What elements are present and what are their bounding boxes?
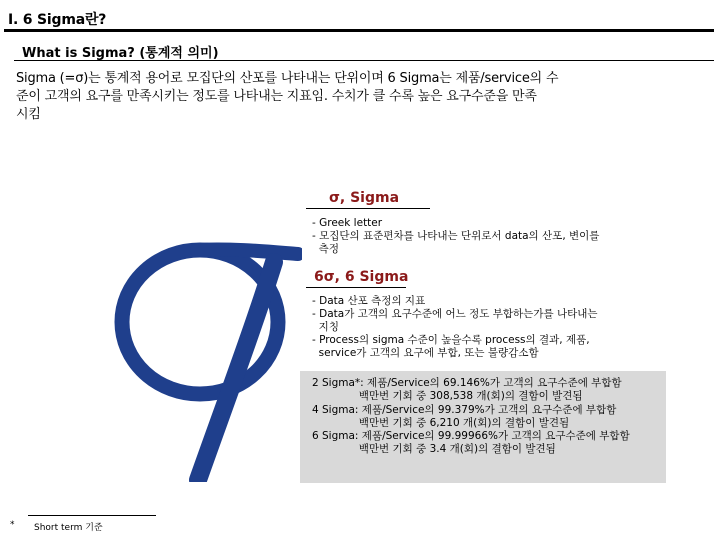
footnote-text: Short term 기준 bbox=[34, 523, 103, 533]
footnote-marker: * bbox=[10, 520, 15, 530]
intro-paragraph bbox=[16, 70, 696, 124]
list-item: service가 고객의 요구에 부합, 또는 불량감소함 bbox=[312, 347, 539, 359]
list-item: 지칭 bbox=[312, 321, 339, 333]
subtitle-rule bbox=[14, 60, 714, 61]
intro-line: Sigma (=σ)는 통계적 용어로 모집단의 산포를 나타내는 단위이며 6 Sigma는 제품/service의 수 bbox=[16, 71, 559, 86]
list-item: 4 Sigma: 제품/Service의 99.379%가 고객의 요구수준에 부합함 bbox=[312, 403, 617, 416]
intro-line: 준이 고객의 요구를 만족시키는 정도를 나타내는 지표임. 수치가 클 수록 높은 요구수준을 만족 bbox=[16, 89, 537, 104]
list-item: - Data 산포 측정의 지표 bbox=[312, 295, 426, 307]
list-item: 측정 bbox=[312, 243, 339, 255]
six-sigma-definition-list bbox=[312, 295, 598, 360]
list-item: - Data가 고객의 요구수준에 어느 정도 부합하는가를 나타내는 bbox=[312, 308, 598, 320]
list-item: 백만번 기회 중 308,538 개(회)의 결함이 발견됨 bbox=[312, 390, 583, 403]
title-rule bbox=[4, 29, 714, 32]
footnote-rule bbox=[28, 515, 156, 516]
list-item: 6 Sigma: 제품/Service의 99.99966%가 고객의 요구수준에 부합함 bbox=[312, 430, 630, 443]
sigma-glyph-icon bbox=[102, 182, 302, 486]
list-item: 백만번 기회 중 6,210 개(회)의 결함이 발견됨 bbox=[312, 416, 570, 429]
list-item: 백만번 기회 중 3.4 개(회)의 결함이 발견됨 bbox=[312, 443, 556, 456]
list-item: 2 Sigma*: 제품/Service의 69.146%가 고객의 요구수준에 부합함 bbox=[312, 377, 622, 389]
intro-line: 시킴 bbox=[16, 107, 41, 122]
list-item: - Process의 sigma 수준이 높을수록 process의 결과, 제품, bbox=[312, 334, 590, 346]
sigma-section-rule bbox=[306, 208, 430, 209]
page-title: Ⅰ. 6 Sigma란? bbox=[8, 12, 107, 28]
six-sigma-section-title: 6σ, 6 Sigma bbox=[314, 269, 409, 285]
sigma-section-title: σ, Sigma bbox=[329, 190, 400, 206]
list-item: - 모집단의 표준편차를 나타내는 단위로서 data의 산포, 변이를 bbox=[312, 230, 600, 242]
section-subtitle: What is Sigma? (통계적 의미) bbox=[22, 46, 219, 61]
list-item: - Greek letter bbox=[312, 217, 383, 229]
sigma-definition-list bbox=[312, 217, 599, 256]
sigma-level-summary-box bbox=[300, 371, 666, 483]
sigma-level-list bbox=[312, 377, 630, 457]
six-sigma-section-rule bbox=[306, 287, 406, 288]
